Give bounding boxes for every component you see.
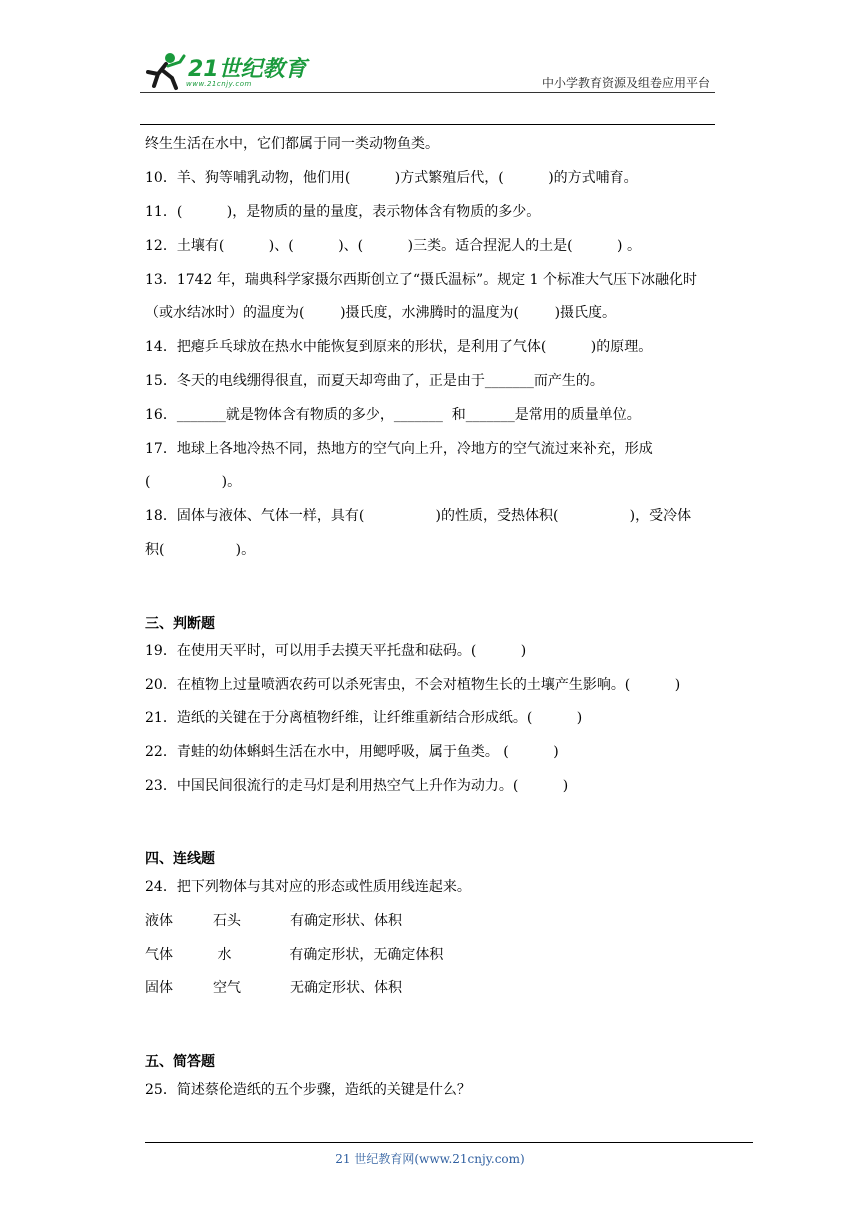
- runner-logo-icon: [140, 52, 188, 92]
- question-10: 10．羊、狗等哺乳动物，他们用( )方式繁殖后代，( )的方式哺育。: [145, 170, 638, 186]
- text-line: 终生生活在水中，它们都属于同一类动物鱼类。: [145, 136, 439, 152]
- question-16: 16．_______就是物体含有物质的多少，_______ 和_______是常用的质量单位。: [145, 407, 641, 423]
- platform-title: 中小学教育资源及组卷应用平台: [541, 76, 710, 90]
- matching-row: 气体 水 有确定形状，无确定体积: [145, 947, 444, 963]
- site-logo: [140, 50, 310, 94]
- question-15: 15．冬天的电线绷得很直，而夏天却弯曲了，正是由于_______而产生的。: [145, 373, 604, 389]
- question-11: 11．( )，是物质的量的量度，表示物体含有物质的多少。: [145, 204, 541, 220]
- question-23: 23．中国民间很流行的走马灯是利用热空气上升作为动力。( ): [145, 778, 569, 794]
- question-18-cont: 积( )。: [145, 542, 256, 558]
- logo-url: www.21cnjy.com: [186, 80, 252, 88]
- section-heading-matching: 四、连线题: [145, 851, 215, 867]
- question-25: 25．简述蔡伦造纸的五个步骤，造纸的关键是什么？: [145, 1082, 471, 1098]
- footer-text: 21 世纪教育网(www.21cnjy.com): [335, 1152, 525, 1166]
- matching-row: 液体 石头 有确定形状、体积: [145, 913, 403, 929]
- section-heading-judgment: 三、判断题: [145, 616, 215, 632]
- question-18: 18．固体与液体、气体一样，具有( )的性质，受热体积( )，受冷体: [145, 508, 692, 524]
- matching-row: 固体 空气 无确定形状、体积: [145, 980, 403, 996]
- question-13: 13．1742 年，瑞典科学家摄尔西斯创立了“摄氏温标”。规定 1 个标准大气压下冰融化时: [145, 272, 698, 288]
- header-divider: [140, 124, 715, 125]
- question-17-cont: ( )。: [145, 474, 242, 490]
- footer-divider: [145, 1142, 753, 1143]
- question-13-cont: （或水结冰时）的温度为( )摄氏度，水沸腾时的温度为( )摄氏度。: [145, 305, 617, 321]
- question-21: 21．造纸的关键在于分离植物纤维，让纤维重新结合形成纸。( ): [145, 710, 583, 726]
- question-24: 24．把下列物体与其对应的形态或性质用线连起来。: [145, 879, 471, 895]
- question-22: 22．青蛙的幼体蝌蚪生活在水中，用鳃呼吸，属于鱼类。 ( ): [145, 744, 559, 760]
- question-17: 17．地球上各地冷热不同，热地方的空气向上升，冷地方的空气流过来补充，形成: [145, 441, 653, 457]
- question-19: 19．在使用天平时，可以用手去摸天平托盘和砝码。( ): [145, 643, 527, 659]
- section-heading-short-answer: 五、简答题: [145, 1054, 215, 1070]
- header-divider-thin: [140, 92, 715, 93]
- question-20: 20．在植物上过量喷洒农药可以杀死害虫，不会对植物生长的土壤产生影响。( ): [145, 677, 681, 693]
- question-14: 14．把瘪乒乓球放在热水中能恢复到原来的形状，是利用了气体( )的原理。: [145, 339, 653, 355]
- question-12: 12．土壤有( )、( )、( )三类。适合捏泥人的土是( ) 。: [145, 238, 641, 254]
- logo-text: 21世纪教育: [188, 57, 307, 82]
